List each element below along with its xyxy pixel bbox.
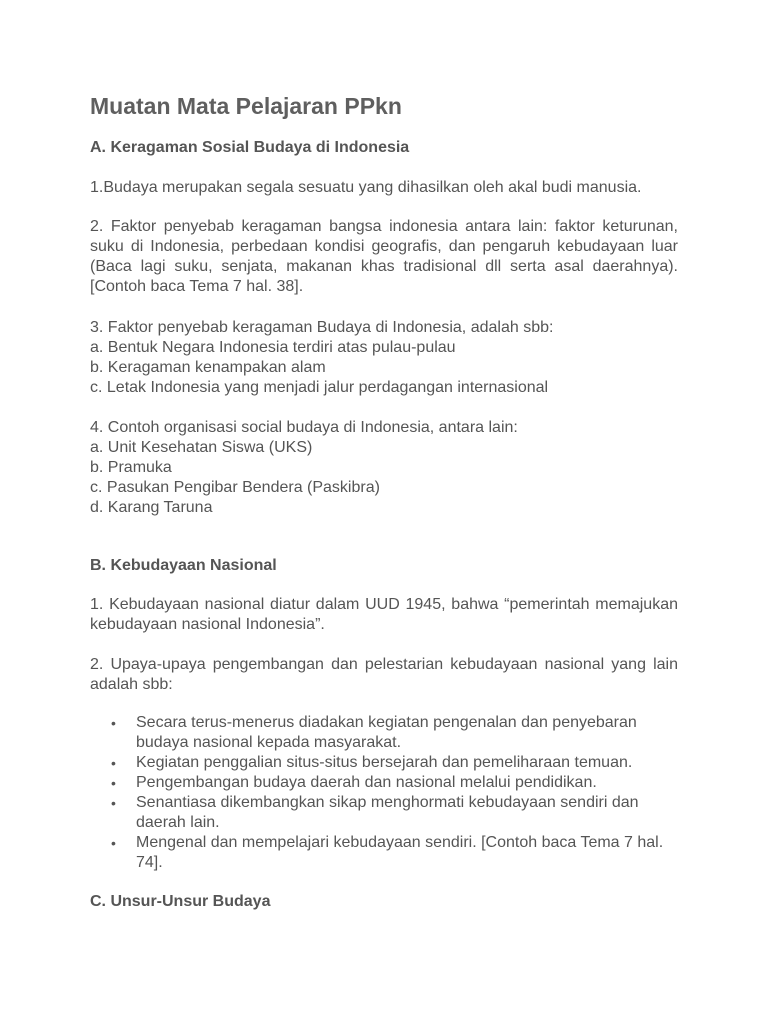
section-a-paragraph-2: 2. Faktor penyebab keragaman bangsa indonesia antara lain: faktor keturunan, suku di Indonesia, perbedaan kondisi geografis, dan pengaruh kebudayaan luar (Baca lagi suku, senjata, makanan khas tradisional dll serta asal daerahnya). [Contoh baca Tema 7 hal. 38]. [90,218,678,295]
section-b-bullet-list [90,713,678,873]
list-item: a. Unit Kesehatan Siswa (UKS) [90,439,313,456]
paragraph-3-intro: 3. Faktor penyebab keragaman Budaya di Indonesia, adalah sbb: [90,319,554,336]
bullet-item: • Pengembangan budaya daerah dan nasional melalui pendidikan. [111,774,597,791]
bullet-icon: • [111,795,116,811]
list-item: b. Pramuka [90,459,172,476]
section-c-heading: C. Unsur-Unsur Budaya [90,893,271,910]
section-a-heading: A. Keragaman Sosial Budaya di Indonesia [90,139,410,156]
list-item: c. Pasukan Pengibar Bendera (Paskibra) [90,479,380,496]
bullet-icon: • [111,715,116,731]
section-a-paragraph-3 [90,318,678,398]
bullet-item: • Kegiatan penggalian situs-situs bersejarah dan pemeliharaan temuan. [111,754,633,771]
section-b-paragraph-1: 1. Kebudayaan nasional diatur dalam UUD 1945, bahwa “pemerintah memajukan kebudayaan nasional Indonesia”. [90,596,678,633]
list-item: a. Bentuk Negara Indonesia terdiri atas pulau-pulau [90,339,456,356]
bullet-item: • Secara terus-menerus diadakan kegiatan pengenalan dan penyebaran budaya nasional kepada masyarakat. [111,714,637,751]
list-item: d. Karang Taruna [90,499,213,516]
bullet-icon: • [111,835,116,851]
bullet-icon: • [111,775,116,791]
list-item: b. Keragaman kenampakan alam [90,359,326,376]
page-title: Muatan Mata Pelajaran PPkn [90,93,402,119]
paragraph-4-intro: 4. Contoh organisasi social budaya di Indonesia, antara lain: [90,419,518,436]
section-b-heading: B. Kebudayaan Nasional [90,557,277,574]
section-a-paragraph-4 [90,418,678,518]
section-a-paragraph-1: 1.Budaya merupakan segala sesuatu yang dihasilkan oleh akal budi manusia. [90,179,642,196]
bullet-item: • Senantiasa dikembangkan sikap menghormati kebudayaan sendiri dan daerah lain. [111,794,639,831]
section-b-paragraph-2: 2. Upaya-upaya pengembangan dan pelestarian kebudayaan nasional yang lain adalah sbb: [90,656,678,693]
list-item: c. Letak Indonesia yang menjadi jalur perdagangan internasional [90,379,549,396]
bullet-item: • Mengenal dan mempelajari kebudayaan sendiri. [Contoh baca Tema 7 hal. 74]. [111,834,664,871]
bullet-icon: • [111,755,116,771]
